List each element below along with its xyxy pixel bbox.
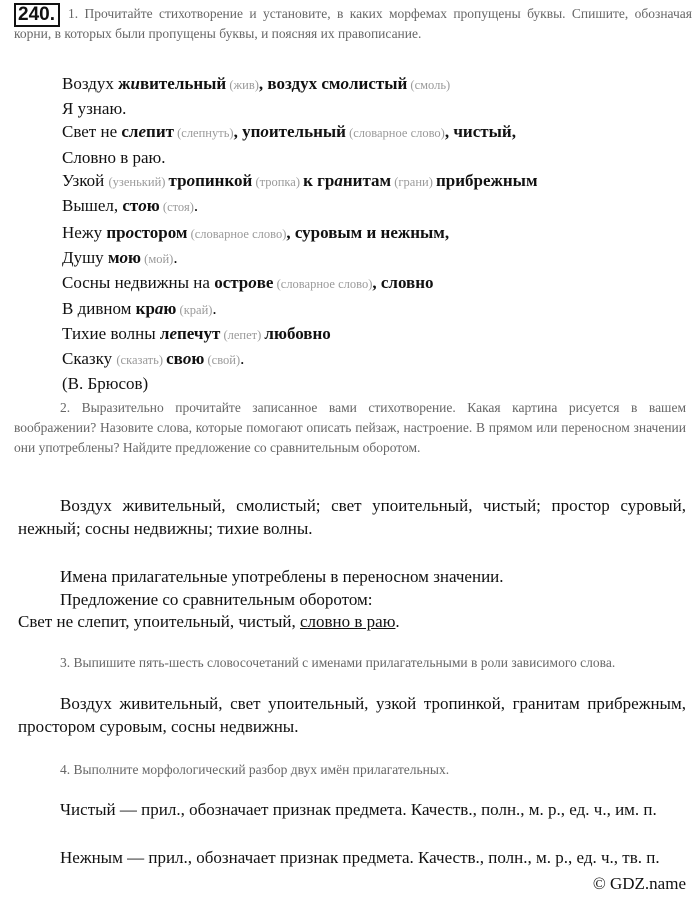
poem-text: Душу <box>62 248 108 268</box>
poem-text: а <box>334 170 343 190</box>
poem-text: и <box>130 74 140 93</box>
exercise-number: 240. <box>14 3 60 27</box>
poem-text: о <box>340 74 349 93</box>
task4-answer-1: Чистый — прил., обозначает признак предмета. Качеств., полн., м. р., ед. ч., им. п. <box>60 800 657 819</box>
poem-text: В дивном <box>62 298 136 318</box>
task4-instruction: 4. Выполните морфологический разбор двух имён прилагательных. <box>60 762 450 777</box>
poem-text: о <box>119 248 129 268</box>
poem-line <box>62 221 449 246</box>
poem-text: , суровым и нежным, <box>286 223 450 242</box>
poem-text: ю <box>128 248 142 268</box>
poem-text: е <box>138 122 147 142</box>
poem-text: печут <box>177 323 221 343</box>
hint-word: (тропка) <box>252 174 304 189</box>
poem-line <box>62 169 538 194</box>
poem-text: св <box>166 349 183 369</box>
sentence-end: . <box>395 612 400 631</box>
poem-text: Узкой <box>62 170 109 190</box>
poem-text: ж <box>118 74 131 93</box>
hint-word: (лепет) <box>220 327 265 342</box>
poem-text: пинкой <box>195 170 253 190</box>
poem-text: о <box>125 223 135 242</box>
hint-word: (край) <box>176 302 213 317</box>
task3-answer: Воздух живительный, свет упоительный, узкой тропинкой, гранитам прибрежным, простором суровым, сосны недвижны. <box>18 694 686 736</box>
hint-word: (мой) <box>141 252 174 267</box>
hint-word: (смоль) <box>407 78 451 92</box>
poem-stanza-2 <box>62 221 449 395</box>
poem-line <box>62 322 449 347</box>
poem-text: а <box>154 298 164 318</box>
poem-text: Вышел, <box>62 196 123 216</box>
poem-line <box>62 120 538 145</box>
hint-word: (словарное слово) <box>345 126 445 141</box>
task-text: Прочитайте стихотворение и установите, в каких морфемах пропущены буквы. Спишите, обозначая корни, в которых были пропущены буквы, и поясняя их правописание. <box>14 6 692 41</box>
poem-text: Сосны недвижны на <box>62 273 215 293</box>
sentence-text: Свет не слепит, упоительный, чистый, <box>18 612 300 631</box>
poem-text: Я узнаю. <box>62 99 127 119</box>
task2-answer-label: Предложение со сравнительным оборотом: <box>60 590 373 609</box>
watermark: © GDZ.name <box>592 874 686 893</box>
poem-text: ве <box>256 273 274 293</box>
hint-word: (словарное слово) <box>187 227 287 241</box>
task2-answer-sentence <box>18 610 400 633</box>
poem-text: ю <box>146 196 160 216</box>
poem-text: Словно в раю. <box>62 147 166 167</box>
poem-text: к гр <box>303 170 335 190</box>
poem-text: о <box>248 273 257 293</box>
poem-text: ительный <box>268 122 346 142</box>
poem-text: Тихие волны <box>62 323 160 343</box>
poem-text: , чистый, <box>444 122 516 142</box>
poem-text: , уп <box>233 122 261 142</box>
task4-answer-2: Нежным — прил., обозначает признак предмета. Качеств., полн., м. р., ед. ч., тв. п. <box>60 848 660 867</box>
poem-text: тр <box>168 170 187 190</box>
task1-instruction <box>14 4 692 44</box>
poem-text: вительный <box>139 74 227 93</box>
poem-text: м <box>107 248 120 268</box>
poem-text: кр <box>135 298 155 318</box>
hint-word: (словарное слово) <box>273 277 373 292</box>
poem-text: прибрежным <box>436 170 538 190</box>
poem-text: , воздух см <box>258 74 341 93</box>
poem-line <box>62 246 449 271</box>
poem-text: е <box>169 323 177 343</box>
poem-text: ст <box>122 196 139 216</box>
poem-text: стором <box>134 223 188 242</box>
poem-text: Воздух <box>62 74 119 93</box>
poem-text: Нежу <box>62 223 107 242</box>
poem-line <box>62 97 538 120</box>
poem-text: (В. Брюсов) <box>62 374 149 394</box>
poem-text: о <box>260 122 269 142</box>
poem-line <box>62 72 538 97</box>
hint-word: (узенький) <box>108 174 169 189</box>
poem-text: любовно <box>264 323 331 343</box>
poem-text: , словно <box>372 273 434 293</box>
poem-text: сл <box>121 122 139 142</box>
poem-text: . <box>212 298 217 318</box>
task3-instruction: 3. Выпишите пять-шесть словосочетаний с именами прилагательными в роли зависимого слова. <box>60 655 616 670</box>
poem-text: ю <box>163 298 177 318</box>
poem-text: о <box>182 349 192 369</box>
hint-word: (стоя) <box>159 200 194 215</box>
task2-answer-words: Воздух живительный, смолистый; свет упоительный, чистый; простор суровый, нежный; сосны недвижны; тихие волны. <box>18 496 686 538</box>
poem-line <box>62 297 449 322</box>
poem-line <box>62 146 538 169</box>
poem-text: . <box>173 248 178 268</box>
task2-answer-meaning: Имена прилагательные употреблены в переносном значении. <box>60 567 504 586</box>
poem-text: . <box>193 196 199 216</box>
poem-text: остр <box>214 273 249 293</box>
poem-text: Сказку <box>62 349 117 369</box>
poem-text: о <box>186 170 196 190</box>
task2-instruction: 2. Выразительно прочитайте записанное вами стихотворение. Какая картина рисуется в вашем воображении? Назовите слова, которые помогают описать пейзаж, настроение. В прямом или переносном значении они употреблены? Найдите предложение со сравнительным оборотом. <box>14 400 686 455</box>
poem-stanza-1 <box>62 72 538 219</box>
poem-text: листый <box>348 74 408 93</box>
poem-text: пр <box>106 223 126 242</box>
poem-text: о <box>138 196 147 216</box>
hint-word: (жив) <box>226 78 259 92</box>
hint-word: (грани) <box>391 174 436 189</box>
hint-word: (свой) <box>204 353 241 368</box>
poem-text: пит <box>146 122 174 142</box>
hint-word: (слепнуть) <box>173 126 234 141</box>
poem-line <box>62 271 449 296</box>
poem-text: нитам <box>342 170 392 190</box>
comparative-phrase: словно в раю <box>299 612 396 631</box>
poem-text: . <box>240 349 245 369</box>
poem-text: л <box>159 323 170 343</box>
task-label: 1. <box>68 6 79 21</box>
poem-line <box>62 347 449 372</box>
hint-word: (сказать) <box>116 353 167 368</box>
poem-text: ю <box>191 349 205 369</box>
poem-text: Свет не <box>62 122 122 142</box>
poem-line <box>62 194 538 219</box>
poem-line <box>62 372 449 395</box>
